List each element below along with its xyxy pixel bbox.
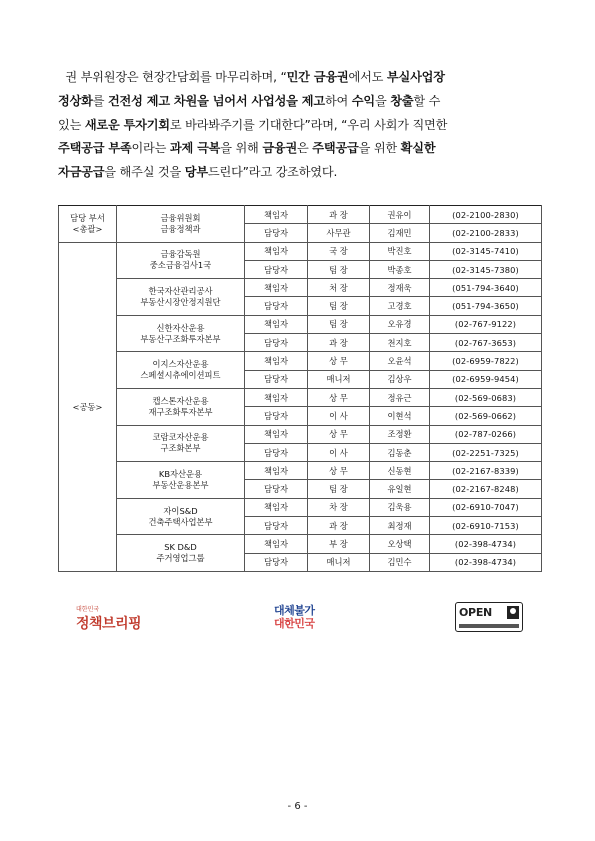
title-cell: 부 장 — [308, 535, 370, 553]
org-name: 신한자산운용 — [156, 322, 205, 333]
text: 에서도 — [348, 70, 387, 84]
title-cell: 상 무 — [308, 425, 370, 443]
role-cell: 담당자 — [245, 517, 308, 535]
name-cell: 최정재 — [370, 517, 430, 535]
role-cell: 담당자 — [245, 224, 308, 242]
name-cell: 김동춘 — [370, 443, 430, 461]
phone-cell: (02-6959-9454) — [430, 370, 542, 388]
logo-text: 정책브리핑 — [76, 616, 142, 632]
phone-cell: (02-787-0266) — [430, 425, 542, 443]
phone-cell: (02-6959-7822) — [430, 352, 542, 370]
title-cell: 처 장 — [308, 279, 370, 297]
footer-logos — [0, 598, 595, 638]
korea-slogan-logo — [270, 600, 322, 634]
logo-text: 대체불가 — [274, 604, 315, 617]
title-cell: 팀 장 — [308, 315, 370, 333]
text: 로 바라봐주기를 기대한다”라며, “우리 사회가 직면한 — [169, 117, 448, 132]
phone-cell: (02-767-3653) — [430, 334, 542, 352]
title-cell: 팀 장 — [308, 260, 370, 278]
org-name: 캡스톤자산운용 — [152, 395, 209, 406]
paragraph-line-2 — [58, 90, 540, 114]
paragraph-line-3 — [58, 114, 540, 138]
org-division: 부동산시장안정지원단 — [140, 296, 221, 307]
table-row — [59, 242, 542, 260]
contacts-table-body — [59, 206, 542, 572]
org-cell — [117, 352, 245, 389]
org-name: 금융위원회 — [160, 212, 201, 223]
title-cell: 매니저 — [308, 370, 370, 388]
phone-cell: (02-2251-7325) — [430, 443, 542, 461]
org-division: 주거영업그룹 — [156, 553, 205, 564]
emphasis: 과제 극복 — [169, 141, 221, 156]
org-cell — [117, 498, 245, 535]
title-cell: 차 장 — [308, 498, 370, 516]
phone-cell: (02-3145-7380) — [430, 260, 542, 278]
org-name: KB자산운용 — [158, 468, 203, 479]
text: 를 — [92, 93, 108, 108]
emphasis: 주택공급 — [312, 141, 359, 156]
org-cell — [117, 279, 245, 316]
phone-cell: (02-6910-7047) — [430, 498, 542, 516]
dept-label: 담당 부서 — [70, 212, 105, 223]
emphasis: 수익 — [351, 93, 375, 108]
policy-briefing-logo — [74, 604, 144, 634]
emphasis: 정상화 — [58, 93, 93, 108]
title-cell: 상 무 — [308, 462, 370, 480]
org-division: 부동산운용본부 — [152, 479, 209, 490]
name-cell: 오상택 — [370, 535, 430, 553]
name-cell: 박종호 — [370, 260, 430, 278]
text: 있는 — [58, 117, 85, 132]
role-cell: 책임자 — [245, 535, 308, 553]
text: 하여 — [324, 93, 352, 108]
emphasis: 새로운 투자기회 — [84, 117, 170, 132]
role-cell: 책임자 — [245, 498, 308, 516]
role-cell: 담당자 — [245, 297, 308, 315]
page-number: - 6 - — [287, 801, 308, 812]
role-cell: 책임자 — [245, 462, 308, 480]
org-cell — [117, 462, 245, 499]
role-cell: 책임자 — [245, 279, 308, 297]
phone-cell: (02-2167-8248) — [430, 480, 542, 498]
paragraph-line-5 — [58, 161, 540, 185]
table-row — [59, 206, 542, 224]
role-cell: 담당자 — [245, 407, 308, 425]
title-cell: 국 장 — [308, 242, 370, 260]
person-icon — [507, 606, 519, 619]
text: 을 위한 — [358, 141, 401, 156]
phone-cell: (051-794-3650) — [430, 297, 542, 315]
table-row — [59, 352, 542, 370]
org-cell — [117, 206, 245, 243]
role-cell: 책임자 — [245, 388, 308, 406]
emphasis: 당부 — [184, 165, 208, 180]
emphasis: 건전성 제고 차원을 넘어서 사업성을 제고 — [107, 93, 325, 108]
org-division: 금융정책과 — [160, 223, 201, 234]
phone-cell: (02-2167-8339) — [430, 462, 542, 480]
name-cell: 이현석 — [370, 407, 430, 425]
phone-cell: (051-794-3640) — [430, 279, 542, 297]
org-name: 한국자산관리공사 — [148, 285, 213, 296]
phone-cell: (02-2100-2830) — [430, 206, 542, 224]
name-cell: 정재욱 — [370, 279, 430, 297]
title-cell: 사무관 — [308, 224, 370, 242]
contacts-table — [58, 205, 542, 572]
role-cell: 책임자 — [245, 425, 308, 443]
text: 이라는 — [131, 141, 170, 156]
name-cell: 유일현 — [370, 480, 430, 498]
name-cell: 박진호 — [370, 242, 430, 260]
role-cell: 담당자 — [245, 370, 308, 388]
text: 드린다”라고 강조하였다. — [207, 165, 338, 180]
org-name: SK D&D — [164, 542, 197, 553]
name-cell: 고경호 — [370, 297, 430, 315]
table-row — [59, 498, 542, 516]
phone-cell: (02-6910-7153) — [430, 517, 542, 535]
text: 권 부위원장은 현장간담회를 마무리하며, “ — [65, 70, 287, 84]
title-cell: 팀 장 — [308, 297, 370, 315]
contacts-table-wrapper — [58, 205, 541, 572]
role-cell: 책임자 — [245, 352, 308, 370]
title-cell: 상 무 — [308, 352, 370, 370]
logo-text: OPEN — [459, 606, 492, 619]
name-cell: 신동현 — [370, 462, 430, 480]
org-name: 이지스자산운용 — [152, 359, 209, 370]
text: 을 위해 — [220, 141, 263, 156]
title-cell: 매니저 — [308, 553, 370, 571]
dept-cell — [59, 206, 117, 243]
title-cell: 과 장 — [308, 334, 370, 352]
table-row — [59, 462, 542, 480]
phone-cell: (02-398-4734) — [430, 553, 542, 571]
phone-cell: (02-398-4734) — [430, 535, 542, 553]
org-division: 부동산구조화투자본부 — [140, 333, 221, 344]
org-division: 재구조화투자본부 — [148, 406, 213, 417]
name-cell: 오윤석 — [370, 352, 430, 370]
org-cell — [117, 315, 245, 352]
open-license-logo — [455, 602, 523, 632]
org-division: 건축주택사업본부 — [148, 516, 213, 527]
name-cell: 김상우 — [370, 370, 430, 388]
org-division: 스페셜시츄에이션피트 — [140, 370, 221, 381]
org-name: 자이S&D — [163, 505, 198, 516]
title-cell: 상 무 — [308, 388, 370, 406]
role-cell: 책임자 — [245, 242, 308, 260]
emphasis: 주택공급 부족 — [58, 141, 132, 156]
title-cell: 이 사 — [308, 443, 370, 461]
text: 을 — [374, 93, 391, 108]
org-cell — [117, 425, 245, 462]
title-cell: 과 장 — [308, 517, 370, 535]
org-name: 금융감독원 — [160, 249, 201, 260]
logo-text: 대한민국 — [76, 606, 100, 613]
phone-cell: (02-569-0662) — [430, 407, 542, 425]
table-row — [59, 388, 542, 406]
phone-cell: (02-3145-7410) — [430, 242, 542, 260]
emphasis: 부실사업장 — [386, 70, 445, 84]
emphasis: 자금공급 — [58, 165, 105, 180]
paragraph-line-1 — [58, 66, 540, 90]
table-row — [59, 279, 542, 297]
joint-label-cell: <공동> — [59, 242, 117, 571]
text: 은 — [297, 141, 313, 156]
title-cell: 과 장 — [308, 206, 370, 224]
table-row — [59, 535, 542, 553]
name-cell: 김재민 — [370, 224, 430, 242]
org-division: 중소금융검사1국 — [149, 260, 212, 271]
title-cell: 팀 장 — [308, 480, 370, 498]
name-cell: 조정환 — [370, 425, 430, 443]
dept-sub-label: <총괄> — [72, 223, 103, 234]
phone-cell: (02-2100-2833) — [430, 224, 542, 242]
body-paragraph — [58, 66, 540, 185]
text: 을 해주실 것을 — [104, 165, 185, 180]
emphasis: 민간 금융권 — [286, 70, 349, 84]
emphasis: 확실한 — [400, 141, 436, 156]
name-cell: 권유이 — [370, 206, 430, 224]
license-bar — [459, 624, 519, 628]
role-cell: 담당자 — [245, 443, 308, 461]
role-cell: 책임자 — [245, 206, 308, 224]
org-division: 구조화본부 — [160, 443, 201, 454]
title-cell: 이 사 — [308, 407, 370, 425]
emphasis: 창출 — [390, 93, 414, 108]
role-cell: 담당자 — [245, 553, 308, 571]
role-cell: 담당자 — [245, 260, 308, 278]
org-name: 코람코자산운용 — [152, 432, 209, 443]
paragraph-line-4 — [58, 137, 540, 161]
phone-cell: (02-767-9122) — [430, 315, 542, 333]
role-cell: 담당자 — [245, 480, 308, 498]
name-cell: 김민수 — [370, 553, 430, 571]
name-cell: 천지호 — [370, 334, 430, 352]
role-cell: 책임자 — [245, 315, 308, 333]
name-cell: 김욱용 — [370, 498, 430, 516]
table-row — [59, 315, 542, 333]
table-row — [59, 425, 542, 443]
logo-text: 대한민국 — [274, 617, 315, 630]
name-cell: 정유근 — [370, 388, 430, 406]
org-cell — [117, 388, 245, 425]
role-cell: 담당자 — [245, 334, 308, 352]
name-cell: 오유경 — [370, 315, 430, 333]
org-cell — [117, 242, 245, 279]
emphasis: 금융권 — [262, 141, 298, 156]
org-cell — [117, 535, 245, 572]
text: 할 수 — [413, 93, 441, 108]
phone-cell: (02-569-0683) — [430, 388, 542, 406]
